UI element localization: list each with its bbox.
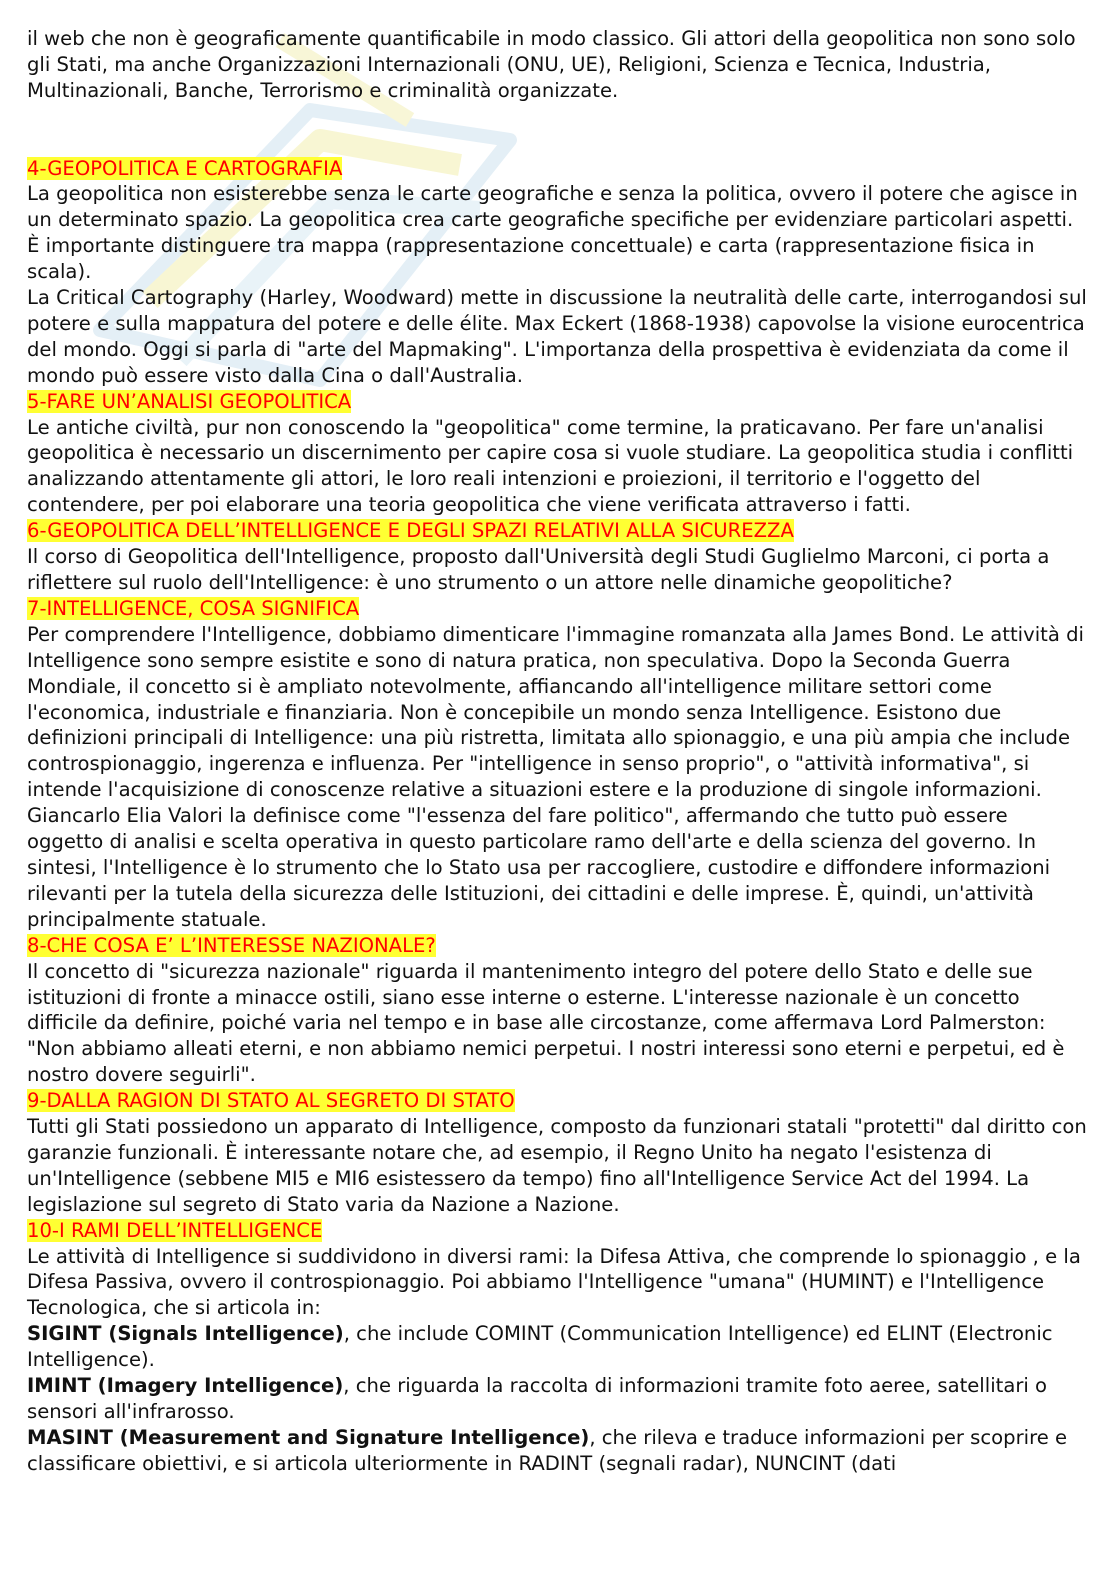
intro-paragraph: il web che non è geograficamente quantificabile in modo classico. Gli attori della geopolitica non sono solo gli Stati, ma anche Organizzazioni Internazionali (ONU, UE), Religioni, Scienza e Tecnica, Industria, Multinazionali, Banche, Terrorismo e criminalità organizzate. [27, 27, 1076, 102]
section-7-heading-text: 7-INTELLIGENCE, COSA SIGNIFICA [27, 596, 360, 620]
section-9-heading-text: 9-DALLA RAGION DI STATO AL SEGRETO DI STATO [27, 1089, 515, 1113]
section-6-geopolitica-intelligence [27, 518, 1089, 596]
branch-imint-term: IMINT (Imagery Intelligence) [27, 1374, 344, 1398]
section-4-paragraph-2: La Critical Cartography (Harley, Woodward) mette in discussione la neutralità delle carte, interrogandosi sul potere e sulla mappatura del potere e delle élite. Max Eckert (1868-1938) capovolse la visione eurocentrica del mondo. Oggi si parla di "arte del Mapmaking". L'importanza della prospettiva è evidenziata da come il mondo può essere visto dalla Cina o dall'Australia. [27, 286, 1087, 387]
section-6-heading [27, 518, 1089, 544]
section-6-paragraph: Il corso di Geopolitica dell'Intelligence, proposto dall'Università degli Studi Guglielmo Marconi, ci porta a riflettere sul ruolo dell'Intelligence: è uno strumento o un attore nelle dinamiche geopolitiche? [27, 545, 1050, 595]
section-8-heading-text: 8-CHE COSA E’ L’INTERESSE NAZIONALE? [27, 933, 436, 957]
document-page [27, 26, 1089, 1477]
section-4-heading [27, 156, 1089, 182]
section-8-heading [27, 933, 1089, 959]
section-9-heading [27, 1088, 1089, 1114]
section-4-paragraph-1: La geopolitica non esisterebbe senza le carte geografiche e senza la politica, ovvero il potere che agisce in un determinato spazio. La geopolitica crea carte geografiche specifiche per evidenziare particolari aspetti. È importante distinguere tra mappa (rappresentazione concettuale) e carta (rappresentazione fisica in scala). [27, 182, 1078, 284]
branch-imint [27, 1373, 1089, 1425]
branch-sigint-text: , che include COMINT (Communication Intelligence) ed ELINT (Electronic Intelligence). [27, 1322, 1053, 1372]
section-5-heading-text: 5-FARE UN’ANALISI GEOPOLITICA [27, 389, 352, 413]
section-7-heading [27, 596, 1089, 622]
branch-masint-text: , che rileva e traduce informazioni per scoprire e classificare obiettivi, e si articola ulteriormente in RADINT (segnali radar), NUNCINT (dati [27, 1425, 1068, 1475]
section-4-heading-text: 4-GEOPOLITICA E CARTOGRAFIA [27, 156, 343, 180]
branch-masint-term: MASINT (Measurement and Signature Intelligence) [27, 1425, 590, 1449]
section-10-paragraph: Le attività di Intelligence si suddividono in diversi rami: la Difesa Attiva, che comprende lo spionaggio , e la Difesa Passiva, ovvero il controspionaggio. Poi abbiamo l'Intelligence "umana" (HUMINT) e l'Intelligence Tecnologica, che si articola in: [27, 1244, 1081, 1320]
section-10-heading-text: 10-I RAMI DELL’INTELLIGENCE [27, 1218, 323, 1242]
section-9-paragraph: Tutti gli Stati possiedono un apparato di Intelligence, composto da funzionari statali "protetti" dal diritto con garanzie funzionali. È interessante notare che, ad esempio, il Regno Unito ha negato l'esistenza di un'Intelligence (sebbene MI5 e MI6 esistessero da tempo) fino all'Intelligence Service Act del 1994. La legislazione sul segreto di Stato varia da Nazione a Nazione. [27, 1115, 1087, 1216]
section-4-geopolitica-e-cartografia [27, 156, 1089, 389]
branch-imint-text: , che riguarda la raccolta di informazioni tramite foto aeree, satellitari o sensori all'infrarosso. [27, 1374, 1048, 1424]
section-8-interesse-nazionale [27, 933, 1089, 1088]
section-10-rami-intelligence [27, 1218, 1089, 1477]
branch-sigint-term: SIGINT (Signals Intelligence) [27, 1322, 344, 1346]
blank-gap [27, 104, 1089, 156]
section-5-heading [27, 389, 1089, 415]
section-10-heading [27, 1218, 1089, 1244]
section-9-segreto-di-stato [27, 1088, 1089, 1218]
section-5-paragraph: Le antiche civiltà, pur non conoscendo la "geopolitica" come termine, la praticavano. Per fare un'analisi geopolitica è necessario un discernimento per capire cosa si vuole studiare. La geopolitica studia i conflitti analizzando attentamente gli attori, le loro reali intenzioni e proiezioni, il territorio e l'oggetto del contendere, per poi elaborare una teoria geopolitica che viene verificata attraverso i fatti. [27, 415, 1074, 517]
branch-sigint [27, 1321, 1089, 1373]
section-7-intelligence-significato [27, 596, 1089, 933]
section-7-paragraph: Per comprendere l'Intelligence, dobbiamo dimenticare l'immagine romanzata alla James Bond. Le attività di Intelligence sono sempre esistite e sono di natura pratica, non speculativa. Dopo la Seconda Guerra Mondiale, il concetto si è ampliato notevolmente, affiancando all'intelligence militare settori come l'economica, industriale e finanziaria. Non è concepibile un mondo senza Intelligence. Esistono due definizioni principali di Intelligence: una più ristretta, limitata allo spionaggio, e una più ampia che include controspionaggio, ingerenza e influenza. Per "intelligence in senso proprio", o "attività informativa", si intende l'acquisizione di conoscenze relative a situazioni estere e la produzione di singole informazioni. Giancarlo Elia Valori la definisce come "l'essenza del fare politico", affermando che tutto può essere oggetto di analisi e scelta operativa in questo particolare ramo dell'arte e della scienza del governo. In sintesi, l'Intelligence è lo strumento che lo Stato usa per raccogliere, custodire e diffondere informazioni rilevanti per la tutela della sicurezza delle Istituzioni, dei cittadini e delle imprese. È, quindi, un'attività principalmente statuale. [27, 622, 1084, 931]
section-8-paragraph: Il concetto di "sicurezza nazionale" riguarda il mantenimento integro del potere dello Stato e delle sue istituzioni di fronte a minacce ostili, siano esse interne o esterne. L'interesse nazionale è un concetto difficile da definire, poiché varia nel tempo e in base alle circostanze, come affermava Lord Palmerston: "Non abbiamo alleati eterni, e non abbiamo nemici perpetui. I nostri interessi sono eterni e perpetui, ed è nostro dovere seguirli". [27, 959, 1065, 1087]
branch-masint [27, 1425, 1089, 1477]
section-5-analisi-geopolitica [27, 389, 1089, 519]
section-6-heading-text: 6-GEOPOLITICA DELL’INTELLIGENCE E DEGLI SPAZI RELATIVI ALLA SICUREZZA [27, 519, 794, 543]
